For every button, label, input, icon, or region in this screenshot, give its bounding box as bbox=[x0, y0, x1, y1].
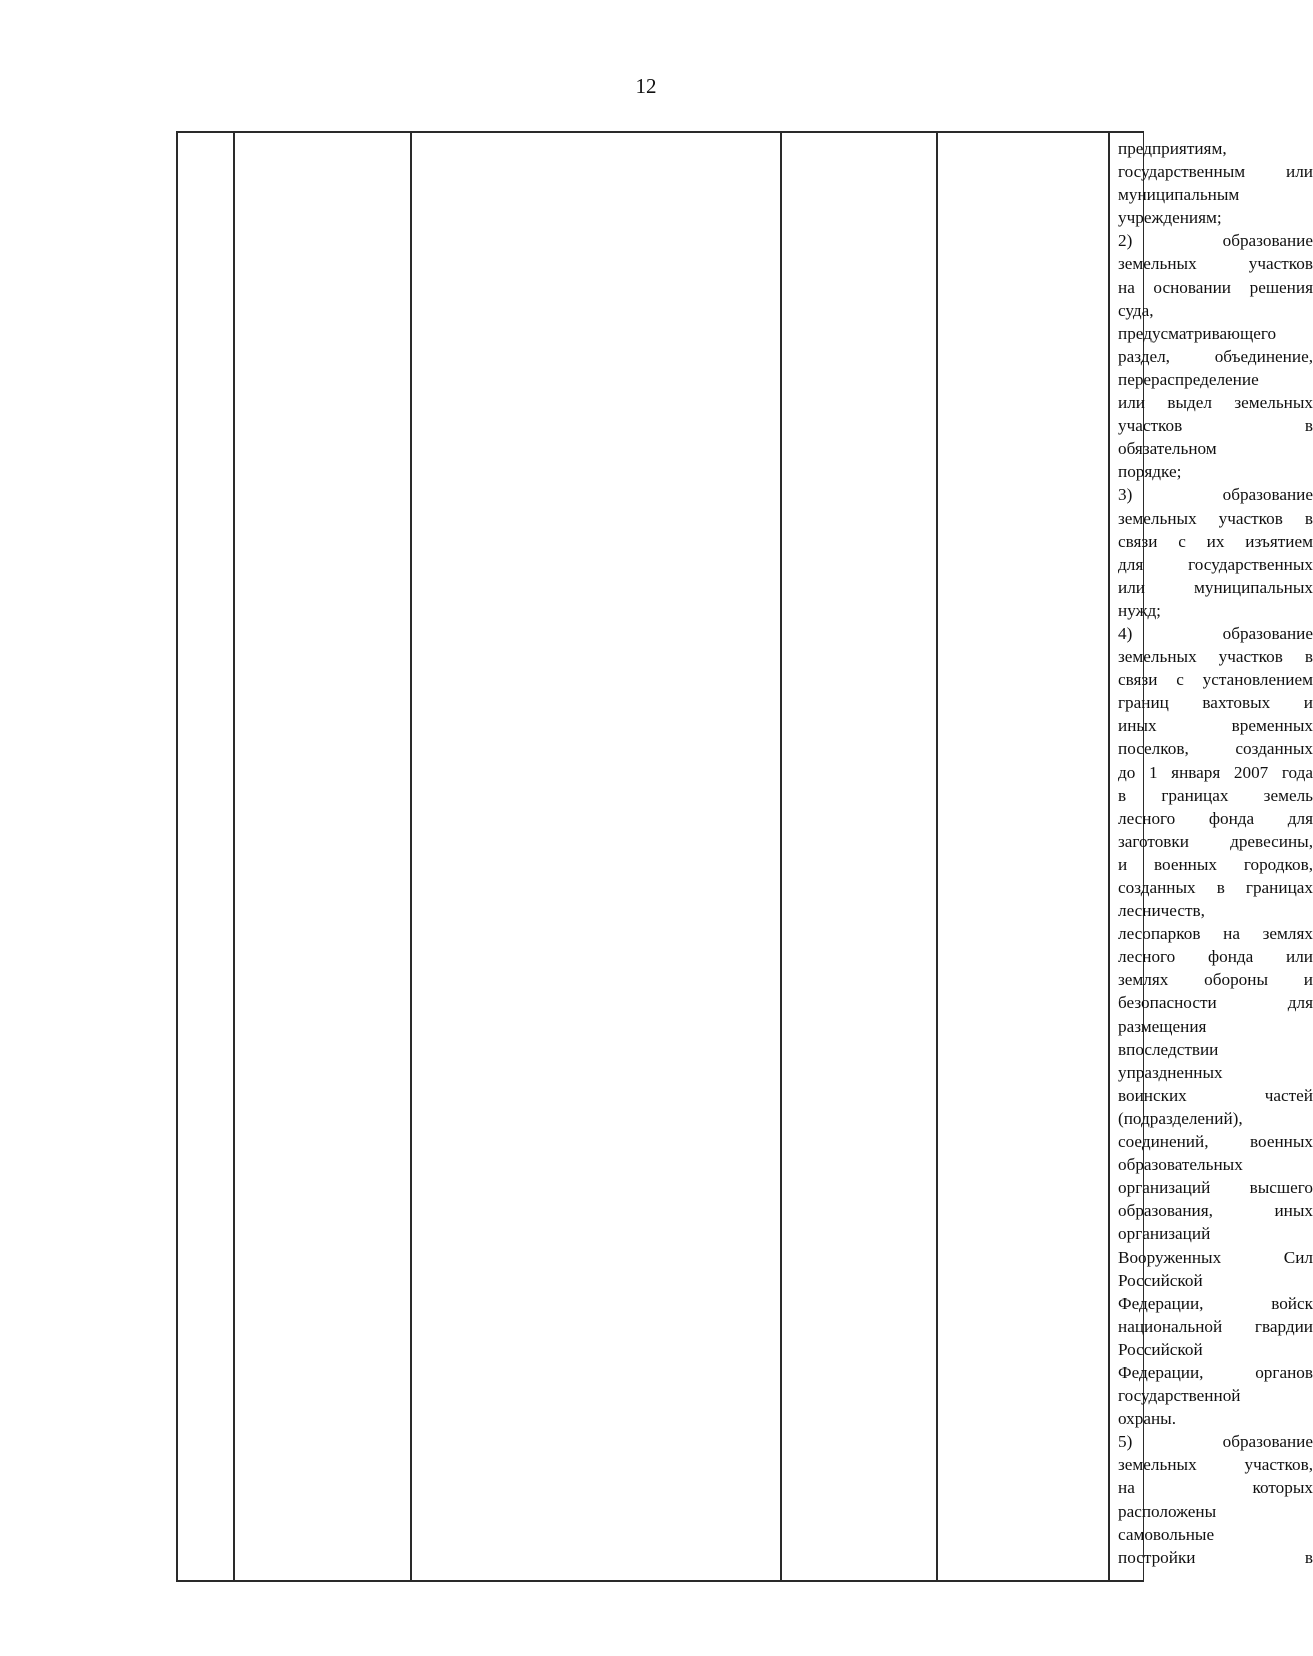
cell-text-line: предусматривающего bbox=[1118, 323, 1277, 343]
cell-text-line: нужд; bbox=[1118, 600, 1161, 620]
column-divider-2 bbox=[410, 133, 412, 1580]
cell-text-line: лесного фонда или bbox=[1118, 947, 1313, 967]
cell-text-line: Российской bbox=[1118, 1270, 1203, 1290]
cell-text-line: 4) образование bbox=[1118, 623, 1313, 643]
cell-text-line: для государственных bbox=[1118, 554, 1313, 574]
cell-text-line: 2) образование bbox=[1118, 231, 1313, 251]
cell-text-line: Вооруженных Сил bbox=[1118, 1247, 1313, 1267]
cell-text-line: (подразделений), bbox=[1118, 1108, 1243, 1128]
cell-text-line: безопасности для bbox=[1118, 993, 1313, 1013]
cell-text-line: до 1 января 2007 года bbox=[1118, 762, 1313, 782]
cell-text-line: земельных участков в bbox=[1118, 647, 1313, 667]
cell-text-line: учреждениям; bbox=[1118, 208, 1222, 228]
cell-text-line: или муниципальных bbox=[1118, 577, 1313, 597]
column-divider-3 bbox=[780, 133, 782, 1580]
cell-text-line: образования, иных bbox=[1118, 1201, 1313, 1221]
cell-text-line: Федерации, органов bbox=[1118, 1362, 1313, 1382]
cell-text-line: расположены bbox=[1118, 1501, 1217, 1521]
cell-text-line: порядке; bbox=[1118, 462, 1182, 482]
cell-text-line: лесничеств, bbox=[1118, 901, 1205, 921]
cell-text-line: иных временных bbox=[1118, 716, 1313, 736]
cell-text-line: на которых bbox=[1118, 1478, 1313, 1498]
cell-text-line: самовольные bbox=[1118, 1524, 1215, 1544]
cell-text-line: перераспределение bbox=[1118, 369, 1259, 389]
cell-text-line: или выдел земельных bbox=[1118, 393, 1313, 413]
page-number: 12 bbox=[635, 74, 657, 98]
cell-text-line: воинских частей bbox=[1118, 1085, 1313, 1105]
cell-text-line: земельных участков в bbox=[1118, 508, 1313, 528]
column-divider-1 bbox=[233, 133, 235, 1580]
cell-text-line: связи с установлением bbox=[1118, 670, 1313, 690]
cell-text-line: размещения bbox=[1118, 1016, 1207, 1036]
cell-text-line: упраздненных bbox=[1118, 1062, 1223, 1082]
cell-text-line: организаций bbox=[1118, 1224, 1211, 1244]
cell-text-line: предприятиям, bbox=[1118, 139, 1227, 158]
cell-text-line: земельных участков, bbox=[1118, 1455, 1313, 1475]
cell-text-line: Федерации, войск bbox=[1118, 1293, 1313, 1313]
table-cell-provisions bbox=[1118, 133, 1313, 1569]
document-table bbox=[176, 131, 1313, 1582]
cell-text-line: государственным или bbox=[1118, 162, 1313, 182]
cell-text-line: земельных участков bbox=[1118, 254, 1313, 274]
cell-text-line: в границах земель bbox=[1118, 785, 1313, 805]
cell-text-line: заготовки древесины, bbox=[1118, 831, 1313, 851]
cell-text-line: 3) образование bbox=[1118, 485, 1313, 505]
cell-text-line: раздел, объединение, bbox=[1118, 346, 1313, 366]
cell-text-line: связи с их изъятием bbox=[1118, 531, 1313, 551]
cell-text-line: обязательном bbox=[1118, 439, 1217, 459]
cell-text-line: лесопарков на землях bbox=[1118, 924, 1313, 944]
column-divider-4 bbox=[936, 133, 938, 1580]
cell-text-line: государственной bbox=[1118, 1386, 1241, 1406]
cell-text-line: участков в bbox=[1118, 416, 1313, 436]
cell-text-line: национальной гвардии bbox=[1118, 1316, 1313, 1336]
cell-text-line: лесного фонда для bbox=[1118, 808, 1313, 828]
cell-text-line: образовательных bbox=[1118, 1155, 1243, 1175]
cell-text-line: поселков, созданных bbox=[1118, 739, 1313, 759]
cell-text-line: землях обороны и bbox=[1118, 970, 1313, 990]
cell-text-line: организаций высшего bbox=[1118, 1178, 1313, 1198]
cell-text-line: соединений, военных bbox=[1118, 1132, 1313, 1152]
cell-text-line: охраны. bbox=[1118, 1409, 1177, 1429]
column-divider-5 bbox=[1108, 133, 1110, 1580]
cell-text-line: границ вахтовых и bbox=[1118, 693, 1313, 713]
cell-text-line: созданных в границах bbox=[1118, 878, 1313, 897]
cell-text-line: на основании решения bbox=[1118, 277, 1313, 297]
cell-text-line: Российской bbox=[1118, 1339, 1203, 1359]
cell-text-line: впоследствии bbox=[1118, 1039, 1219, 1059]
cell-text-line: муниципальным bbox=[1118, 185, 1240, 205]
cell-text-line: постройки в bbox=[1118, 1547, 1313, 1567]
cell-text-line: суда, bbox=[1118, 300, 1154, 320]
cell-text-line: 5) образование bbox=[1118, 1432, 1313, 1452]
cell-text-line: и военных городков, bbox=[1118, 854, 1313, 874]
